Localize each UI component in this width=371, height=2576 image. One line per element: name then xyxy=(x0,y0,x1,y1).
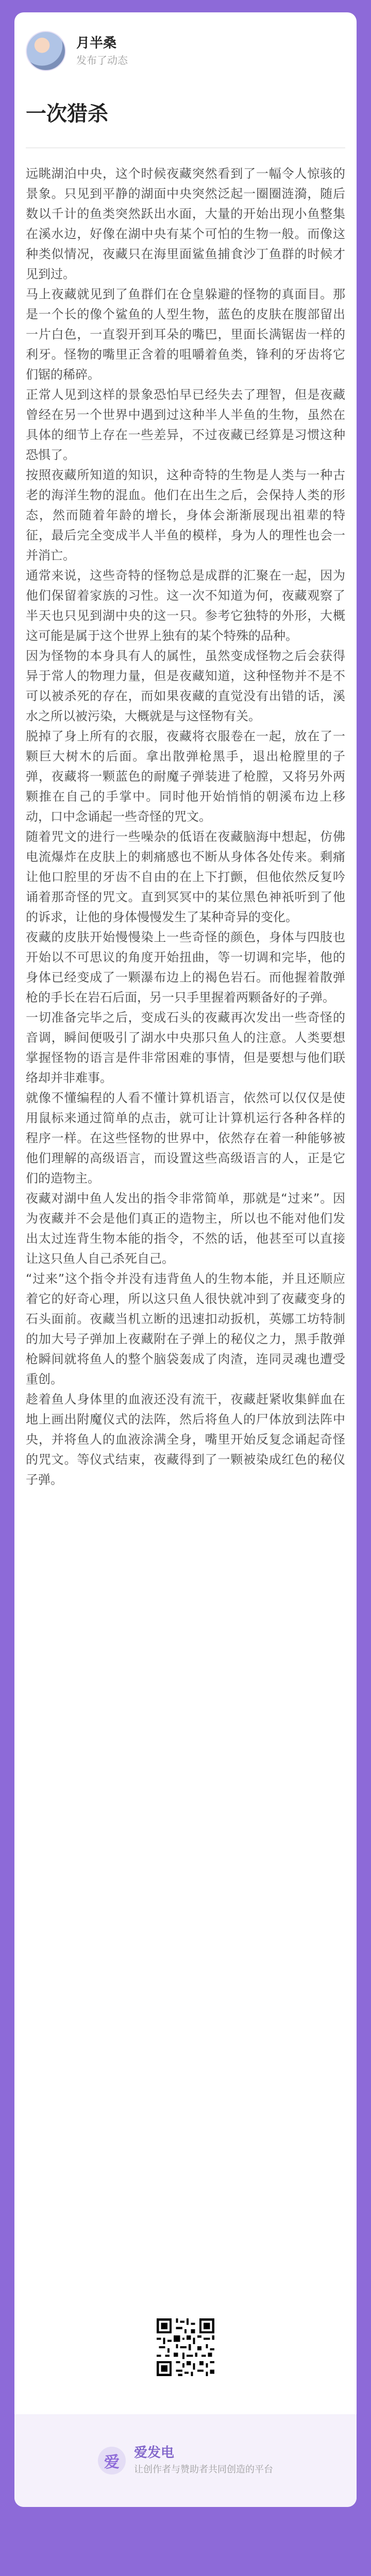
article-paragraph: 夜藏对湖中鱼人发出的指令非常简单，那就是“过来”。因为夜藏并不会是他们真正的造物主，所以也不能对他们发出太过连背生物本能的指令，不然的话，他甚至可以直接让这只鱼人自己杀死自己。 xyxy=(26,1191,345,1266)
author-row xyxy=(26,28,345,74)
article-paragraph: “过来”这个指令并没有违背鱼人的生物本能，并且还顺应着它的好奇心理，所以这只鱼人很快就冲到了夜藏变身的石头面前。夜藏当机立断的迅速扣动扳机，英娜工坊特制的加大号子弹加上夜藏附在子弹上的秘仪之力，黑手散弹枪瞬间就将鱼人的整个脑袋轰成了肉渣，连同灵魂也遭受重创。 xyxy=(26,1272,345,1386)
title-divider xyxy=(26,147,345,148)
article-paragraph: 脱掉了身上所有的衣服，夜藏将衣服卷在一起，放在了一颗巨大树木的后面。拿出散弹枪黑手，退出枪膛里的子弹，夜藏将一颗蓝色的耐魔子弹装进了枪膛，又将另外两颗推在自己的手掌中。同时他开始悄悄的朝溪布边上移动，口中念诵起一些奇怪的咒文。 xyxy=(26,729,345,824)
article-paragraph: 一切准备完毕之后，变成石头的夜藏再次发出一些奇怪的音调，瞬间便吸引了湖水中央那只鱼人的注意。人类要想掌握怪物的语言是件非常困难的事情，但是要想与他们联络却并非难事。 xyxy=(26,1010,345,1085)
brand-slogan: 让创作者与赞助者共同创造的平台 xyxy=(134,2464,273,2475)
article-paragraph: 正常人见到这样的景象恐怕早已经失去了理智，但是夜藏曾经在另一个世界中遇到过这种半人半鱼的生物，虽然在具体的细节上存在一些差异，不过夜藏已经算是习惯这种恐惧了。 xyxy=(26,387,345,462)
article-title: 一次猎杀 xyxy=(26,102,108,126)
brand-text xyxy=(134,2445,273,2477)
author-info xyxy=(76,35,128,67)
article-paragraph: 远眺湖泊中央，这个时候夜藏突然看到了一幅令人惊骇的景象。只见到平静的湖面中央突然泛起一圈圈涟漪，随后数以千计的鱼类突然跃出水面，大量的开始出现小鱼整集在溪水边，好像在湖中央有某个可怕的生物一般。而像这种类似情况，夜藏只在海里面鲨鱼捕食沙丁鱼群的时候才见到过。 xyxy=(26,166,345,281)
article-paragraph: 马上夜藏就见到了鱼群们在仓皇躲避的怪物的真面目。那是一个长的像个鲨鱼的人型生物，蓝色的皮肤在腹部留出一片白色，一直裂开到耳朵的嘴巴，里面长满锯齿一样的利牙。怪物的嘴里正含着的咀嚼着鱼类，锋利的牙齿将它们锯的稀碎。 xyxy=(26,287,345,382)
author-avatar[interactable] xyxy=(26,31,66,71)
author-name[interactable]: 月半桑 xyxy=(76,36,117,51)
article-paragraph: 因为怪物的本身具有人的属性，虽然变成怪物之后会获得异于常人的物理力量，但是夜藏知道，这种怪物并不是不可以被杀死的存在，而如果夜藏的直觉没有出错的话，溪水之所以被污染，大概就是与这怪物有关。 xyxy=(26,649,345,723)
post-action-label: 发布了动态 xyxy=(76,54,128,66)
brand-name: 爱发电 xyxy=(134,2445,175,2461)
article-paragraph: 按照夜藏所知道的知识，这种奇特的生物是人类与一种古老的海洋生物的混血。他们在出生之后，会保持人类的形态，然而随着年龄的增长，身体会渐渐展现出祖辈的特征，最后完全变成半人半鱼的模样，身为人的理性也会一并消亡。 xyxy=(26,468,345,563)
article-paragraph: 随着咒文的进行一些噪杂的低语在夜藏脑海中想起，仿佛电流爆炸在皮肤上的刺痛感也不断从身体各处传来。剩痛让他口腔里的牙齿不自由的在上下打颤，但他依然反复吟诵着那奇怪的咒文。直到冥冥中的某位黑色神祇听到了他的诉求，让他的身体慢慢发生了某种奇异的变化。 xyxy=(26,829,345,924)
article-paragraph: 趁着鱼人身体里的血液还没有流干，夜藏赶紧收集鲜血在地上画出附魔仪式的法阵，然后将鱼人的尸体放到法阵中央，并将鱼人的血液涂满全身，嘴里开始反复念诵起奇怪的咒文。等仪式结束，夜藏得到了一颗被染成红色的秘仪子弹。 xyxy=(26,1392,345,1487)
article-paragraph: 就像不懂编程的人看不懂计算机语言，依然可以仅仅是使用鼠标来通过简单的点击，就可让计算机运行各种各样的程序一样。在这些怪物的世界中，依然存在着一种能够被他们理解的高级语言，而设置这些高级语言的人，正是它们的造物主。 xyxy=(26,1091,345,1185)
article-paragraph: 通常来说，这些奇特的怪物总是成群的汇聚在一起，因为他们保留着家族的习性。这一次不知道为何，夜藏观察了半天也只见到湖中央的这一只。参考它独特的外形，大概这可能是属于这个世界上独有的某个特殊的品种。 xyxy=(26,568,345,643)
brand-logo-icon: 爱 xyxy=(98,2447,126,2475)
article-paragraph: 夜藏的皮肤开始慢慢染上一些奇怪的颜色，身体与四肢也开始以不可思议的角度开始扭曲，等一切调和完毕，他的身体已经变成了一颗瀑布边上的褐色岩石。而他握着散弹枪的手长在岩石后面，另一只手里握着两颗备好的子弹。 xyxy=(26,930,345,1005)
post-card xyxy=(14,12,357,2507)
qr-code-icon[interactable] xyxy=(155,2316,216,2378)
footer-banner xyxy=(14,2414,357,2507)
article-body xyxy=(26,164,345,1490)
